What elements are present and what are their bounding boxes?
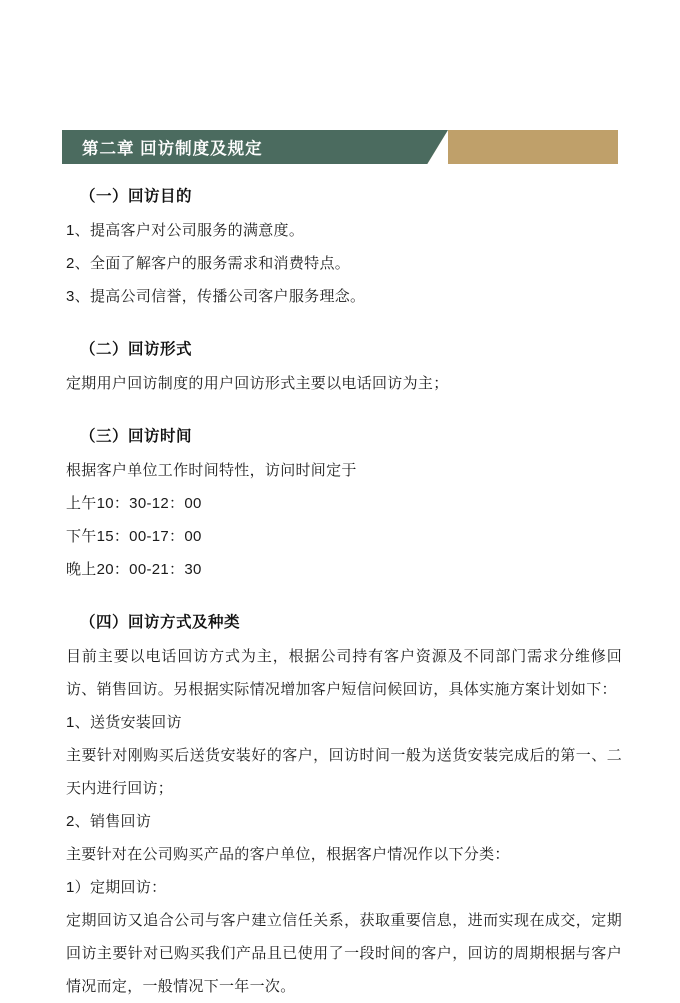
chapter-heading-bar	[62, 130, 618, 164]
section-methods-paragraph-1: 目前主要以电话回访方式为主，根据公司持有客户资源及不同部门需求分维修回访、销售回访。另根据实际情况增加客户短信问候回访，具体实施方案计划如下：	[66, 648, 622, 698]
section-purpose-line-1: 1、提高客户对公司服务的满意度。	[66, 222, 305, 239]
section-methods-item-3-heading: 1）定期回访：	[66, 879, 167, 896]
section-time-line-1: 根据客户单位工作时间特性，访问时间定于	[66, 462, 357, 479]
chapter-heading-slant-divider	[402, 130, 448, 164]
chapter-heading-accent-block	[448, 130, 618, 164]
chapter-title: 第二章 回访制度及规定	[82, 140, 263, 158]
section-form-title: （二）回访形式	[80, 341, 193, 358]
section-time-line-4: 晚上20：00-21：30	[66, 561, 202, 578]
section-purpose	[66, 180, 622, 313]
section-methods-item-2-body: 主要针对在公司购买产品的客户单位，根据客户情况作以下分类：	[66, 846, 510, 863]
section-time-line-2: 上午10：30-12：00	[66, 495, 202, 512]
section-purpose-line-2: 2、全面了解客户的服务需求和消费特点。	[66, 255, 351, 272]
section-time	[66, 420, 622, 586]
section-methods-item-1-heading: 1、送货安装回访	[66, 714, 182, 731]
section-gap-3	[66, 586, 622, 606]
section-purpose-line-3: 3、提高公司信誉，传播公司客户服务理念。	[66, 288, 366, 305]
section-methods-item-3-body: 定期回访又追合公司与客户建立信任关系，获取重要信息，进而实现在成交，定期回访主要针对已购买我们产品且已使用了一段时间的客户，回访的周期根据与客户情况而定，一般情况下一年一次。	[66, 912, 622, 995]
section-time-title: （三）回访时间	[80, 428, 193, 445]
section-form-line-1: 定期用户回访制度的用户回访形式主要以电话回访为主；	[66, 375, 449, 392]
document-body	[66, 180, 622, 1003]
section-form	[66, 333, 622, 400]
chapter-heading-left-block	[62, 130, 402, 164]
section-purpose-title: （一）回访目的	[80, 188, 193, 205]
section-gap-2	[66, 400, 622, 420]
section-methods-item-1-body: 主要针对刚购买后送货安装好的客户，回访时间一般为送货安装完成后的第一、二天内进行回访；	[66, 747, 622, 797]
section-methods	[66, 606, 622, 1003]
section-methods-item-2-heading: 2、销售回访	[66, 813, 152, 830]
section-time-line-3: 下午15：00-17：00	[66, 528, 202, 545]
section-methods-title: （四）回访方式及种类	[80, 614, 241, 631]
section-gap-1	[66, 313, 622, 333]
